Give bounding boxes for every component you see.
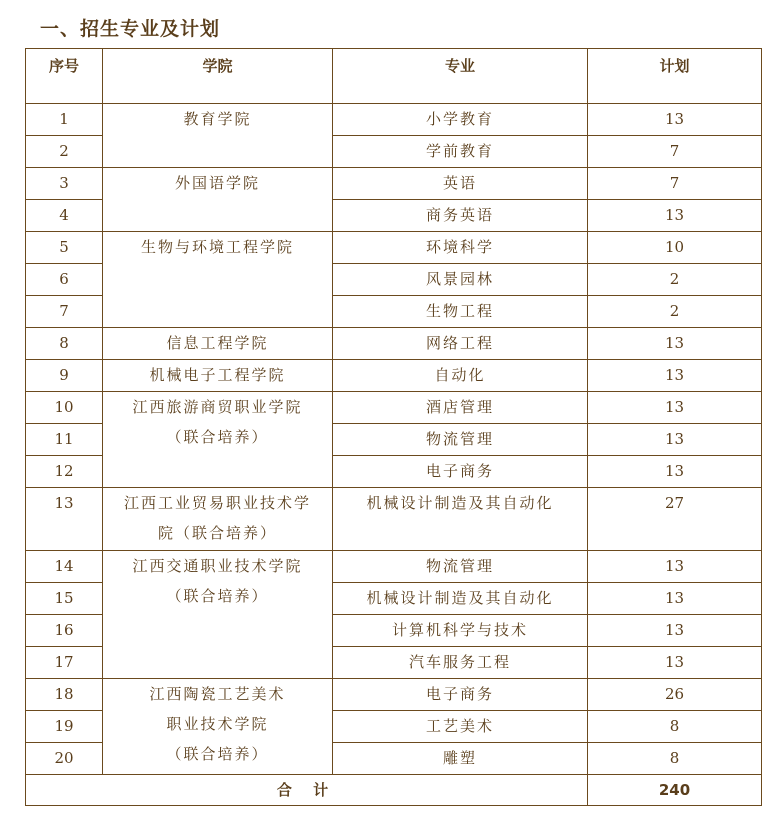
header-plan: 计划: [588, 49, 762, 104]
cell-index: 3: [26, 168, 103, 200]
table-row: [26, 328, 762, 360]
cell-college: [103, 392, 333, 488]
cell-major: 风景园林: [333, 264, 588, 296]
cell-major: 小学教育: [333, 104, 588, 136]
college-name-line: 教育学院: [183, 110, 252, 128]
cell-plan: 8: [588, 743, 762, 775]
cell-major: 英语: [333, 168, 588, 200]
table-row: [26, 392, 762, 424]
cell-plan: 13: [588, 583, 762, 615]
cell-plan: 13: [588, 615, 762, 647]
table-body: [26, 104, 762, 775]
cell-major: 网络工程: [333, 328, 588, 360]
cell-index: 14: [26, 551, 103, 583]
header-college: 学院: [103, 49, 333, 104]
cell-plan: 13: [588, 647, 762, 679]
cell-plan: 7: [588, 136, 762, 168]
cell-index: 6: [26, 264, 103, 296]
total-row: [26, 775, 762, 806]
cell-major: 机械设计制造及其自动化: [333, 488, 588, 551]
table-row: [26, 488, 762, 551]
cell-index: 5: [26, 232, 103, 264]
college-name-line: 职业技术学院: [166, 715, 269, 733]
cell-index: 9: [26, 360, 103, 392]
college-name-line: 江西交通职业技术学院: [132, 557, 303, 575]
header-major: 专业: [333, 49, 588, 104]
table-row: [26, 104, 762, 136]
total-value: 240: [588, 775, 762, 806]
table-row: [26, 679, 762, 711]
table-header-row: [26, 49, 762, 104]
college-name-line: （联合培养）: [166, 745, 269, 763]
cell-college: [103, 104, 333, 168]
cell-major: 计算机科学与技术: [333, 615, 588, 647]
cell-major: 物流管理: [333, 551, 588, 583]
college-name-line: 江西旅游商贸职业学院: [132, 398, 303, 416]
cell-index: 8: [26, 328, 103, 360]
cell-index: 2: [26, 136, 103, 168]
cell-plan: 13: [588, 456, 762, 488]
cell-college: [103, 168, 333, 232]
cell-college: [103, 360, 333, 392]
cell-major: 商务英语: [333, 200, 588, 232]
cell-index: 10: [26, 392, 103, 424]
cell-plan: 2: [588, 264, 762, 296]
cell-major: 机械设计制造及其自动化: [333, 583, 588, 615]
college-name-line: 院（联合培养）: [157, 524, 277, 542]
cell-plan: 13: [588, 392, 762, 424]
cell-plan: 13: [588, 328, 762, 360]
table-row: [26, 232, 762, 264]
cell-plan: 26: [588, 679, 762, 711]
cell-plan: 13: [588, 104, 762, 136]
cell-major: 电子商务: [333, 679, 588, 711]
cell-index: 16: [26, 615, 103, 647]
cell-plan: 7: [588, 168, 762, 200]
cell-major: 生物工程: [333, 296, 588, 328]
table-row: [26, 168, 762, 200]
cell-index: 12: [26, 456, 103, 488]
college-name-line: 江西工业贸易职业技术学: [123, 494, 311, 512]
cell-major: 学前教育: [333, 136, 588, 168]
college-name-line: 生物与环境工程学院: [140, 238, 294, 256]
cell-college: [103, 328, 333, 360]
cell-plan: 27: [588, 488, 762, 551]
cell-plan: 2: [588, 296, 762, 328]
cell-plan: 13: [588, 360, 762, 392]
cell-major: 雕塑: [333, 743, 588, 775]
enrollment-plan-table: [25, 48, 762, 806]
college-name-line: 信息工程学院: [166, 334, 269, 352]
college-name-line: 外国语学院: [174, 174, 260, 192]
section-heading: 一、招生专业及计划: [40, 18, 221, 40]
college-name-line: 江西陶瓷工艺美术: [149, 685, 286, 703]
cell-college: [103, 551, 333, 679]
cell-index: 20: [26, 743, 103, 775]
cell-plan: 13: [588, 200, 762, 232]
cell-index: 19: [26, 711, 103, 743]
college-name-line: （联合培养）: [166, 587, 269, 605]
cell-index: 18: [26, 679, 103, 711]
cell-plan: 13: [588, 551, 762, 583]
cell-major: 工艺美术: [333, 711, 588, 743]
cell-college: [103, 232, 333, 328]
cell-index: 1: [26, 104, 103, 136]
college-name-line: 机械电子工程学院: [149, 366, 286, 384]
cell-plan: 8: [588, 711, 762, 743]
cell-major: 物流管理: [333, 424, 588, 456]
cell-index: 11: [26, 424, 103, 456]
cell-major: 酒店管理: [333, 392, 588, 424]
cell-college: [103, 679, 333, 775]
cell-major: 自动化: [333, 360, 588, 392]
cell-major: 电子商务: [333, 456, 588, 488]
table-row: [26, 551, 762, 583]
college-name-line: （联合培养）: [166, 428, 269, 446]
cell-index: 15: [26, 583, 103, 615]
cell-index: 4: [26, 200, 103, 232]
cell-college: [103, 488, 333, 551]
header-index: 序号: [26, 49, 103, 104]
cell-index: 13: [26, 488, 103, 551]
cell-major: 汽车服务工程: [333, 647, 588, 679]
table-row: [26, 360, 762, 392]
cell-major: 环境科学: [333, 232, 588, 264]
cell-index: 7: [26, 296, 103, 328]
cell-plan: 13: [588, 424, 762, 456]
cell-index: 17: [26, 647, 103, 679]
cell-plan: 10: [588, 232, 762, 264]
total-label: 合 计: [26, 775, 588, 806]
